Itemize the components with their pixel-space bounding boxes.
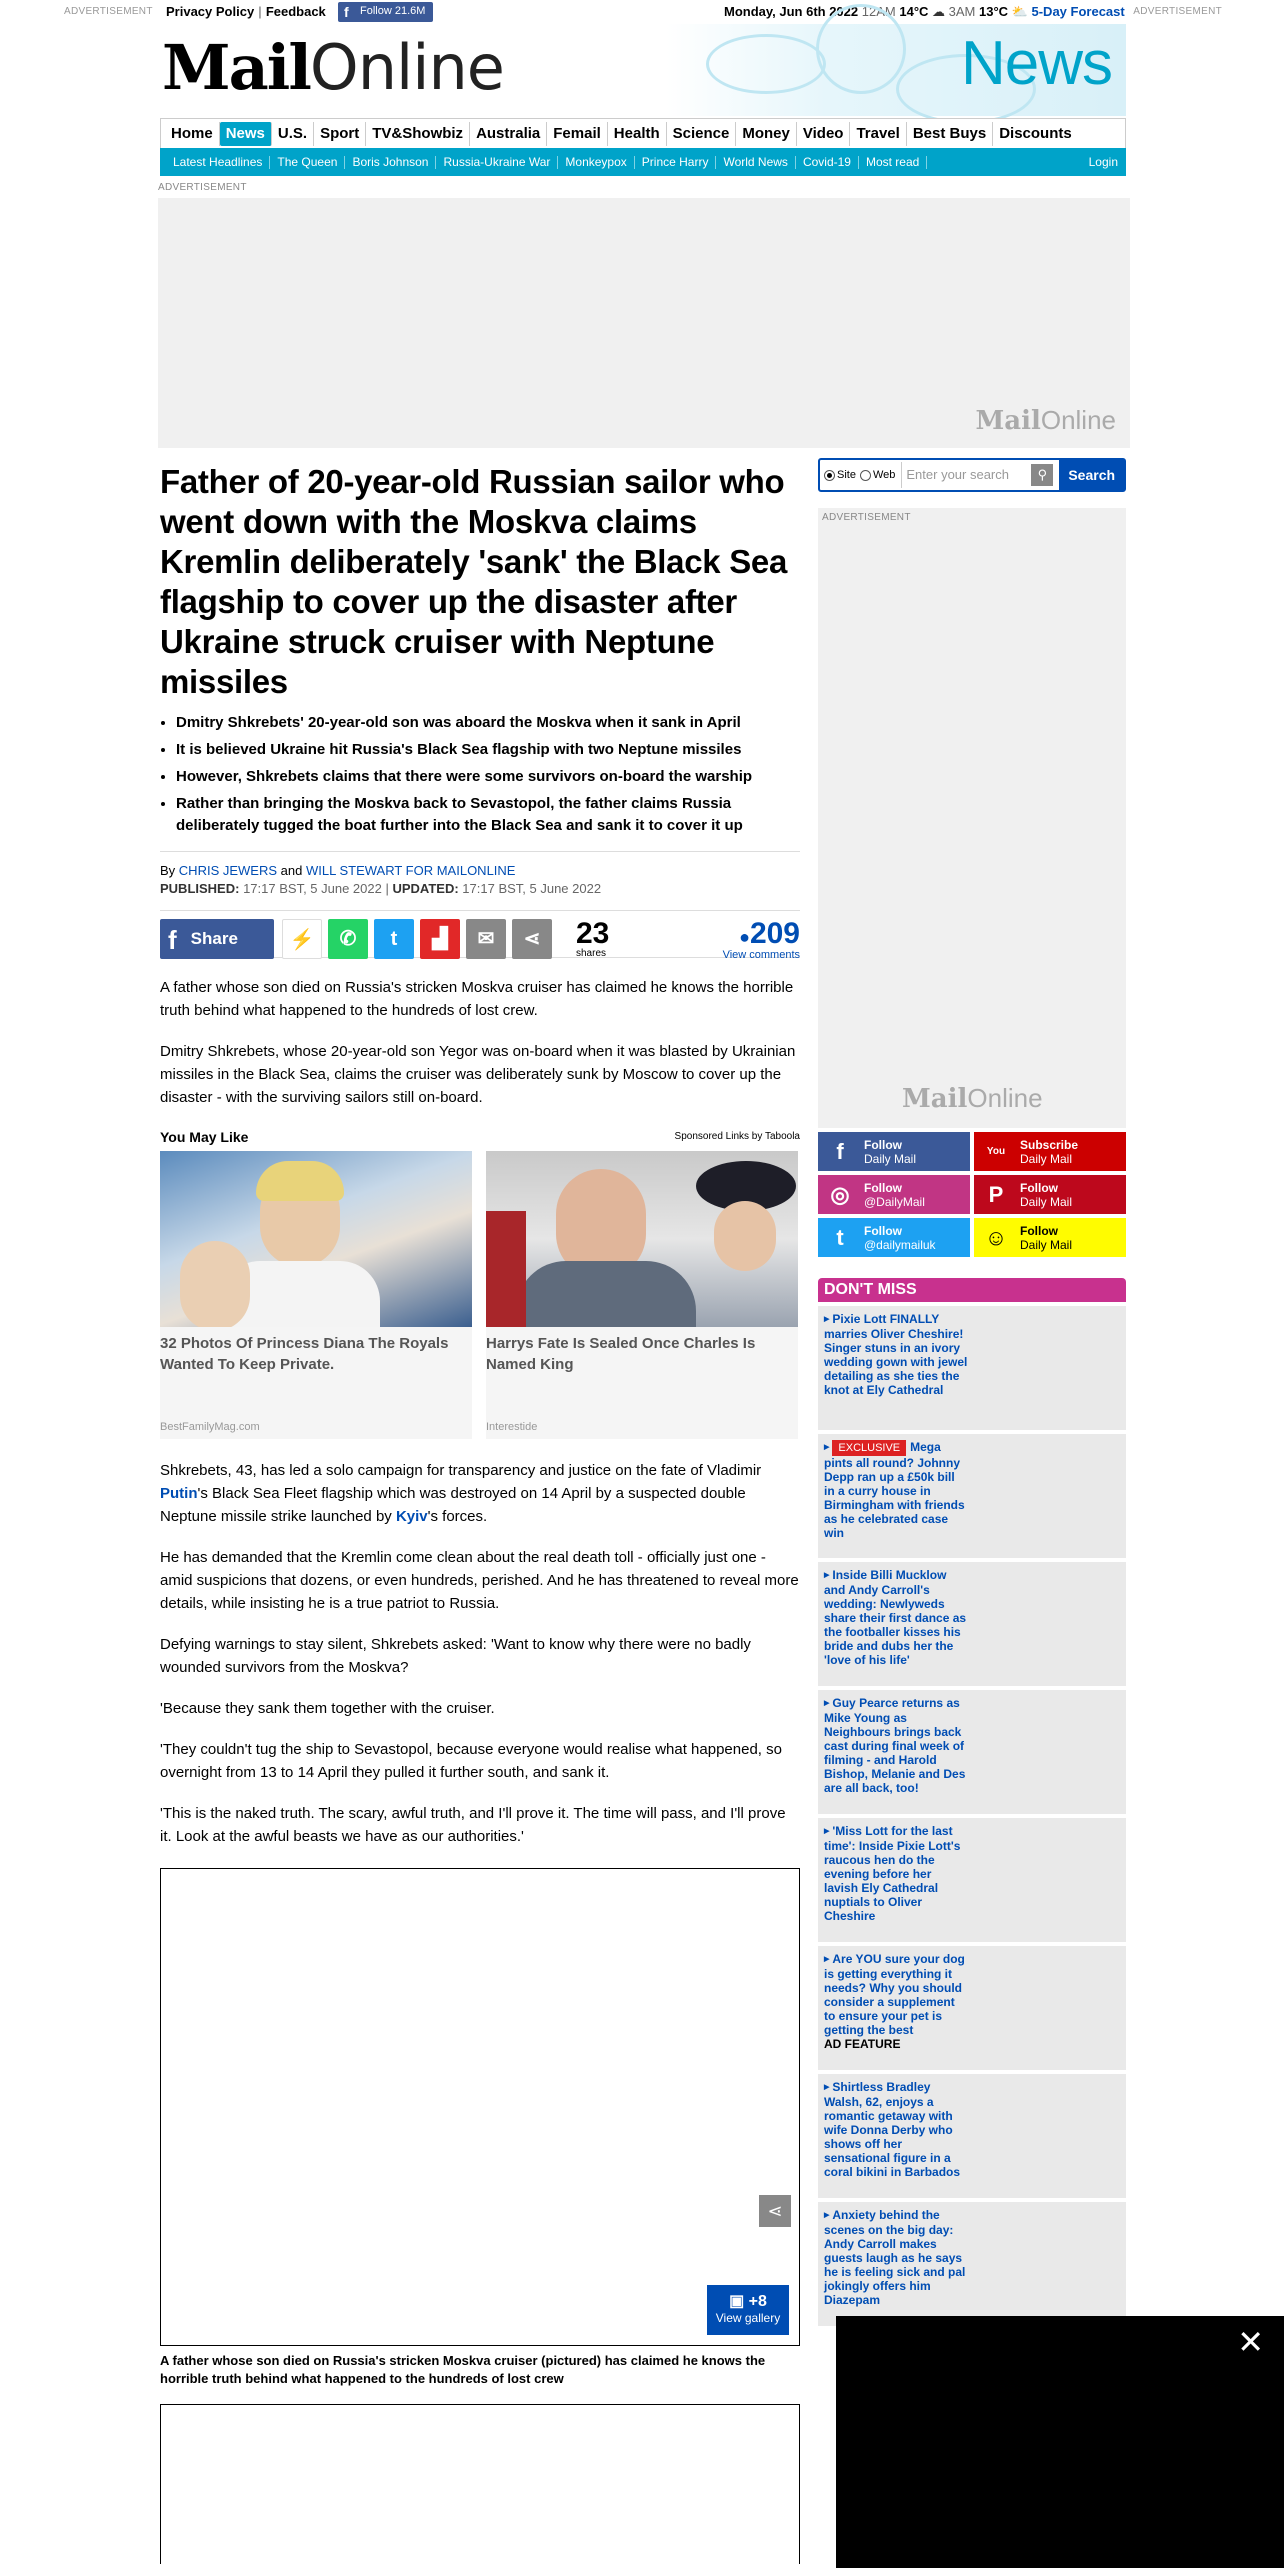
social-action: Subscribe xyxy=(1020,1138,1079,1152)
subnav-item-prince-harry[interactable]: Prince Harry xyxy=(635,156,717,169)
social-action: Follow xyxy=(864,1181,902,1195)
article-bullets xyxy=(160,712,800,837)
current-date: Monday, Jun 6th 2022 xyxy=(724,4,859,19)
byline: By CHRIS JEWERS and WILL STEWART FOR MAILONLINE PUBLISHED: 17:17 BST, 5 June 2022 | UPDATED: 17:17 BST, 5 June 2022 xyxy=(160,851,800,898)
dont-miss-item[interactable] xyxy=(818,1818,1126,1942)
logo-mail: Mail xyxy=(162,31,310,104)
social-follow-button[interactable] xyxy=(974,1175,1126,1214)
article-paragraph: 'They couldn't tug the ship to Sevastopol, because everyone would realise what happened, so overnight from 13 to 14 April they pulled it further south, and sank it. xyxy=(160,1741,782,1781)
facebook-share-button[interactable]: f Share xyxy=(160,919,274,959)
nav-item-news[interactable]: News xyxy=(220,122,272,146)
article-paragraph: 'This is the naked truth. The scary, awful truth, and I'll prove it. The time will pass, and I'll prove it. Look at the awful beasts we have as our authorities.' xyxy=(160,1805,786,1845)
social-icon: ◎ xyxy=(830,1182,850,1207)
sub-nav xyxy=(160,148,1126,176)
card-image xyxy=(160,1151,472,1327)
bullet-point: • However, Shkrebets claims that there were some survivors on-board the warship xyxy=(176,766,800,788)
sponsored-card[interactable] xyxy=(486,1151,798,1439)
logo-online: Online xyxy=(309,31,504,104)
flipboard-share-button[interactable] xyxy=(420,919,460,959)
subnav-item-covid-19[interactable]: Covid-19 xyxy=(796,156,859,169)
fb-follow-label: Follow xyxy=(360,5,392,17)
sponsored-card[interactable] xyxy=(160,1151,472,1439)
bullet-point: • It is believed Ukraine hit Russia's Black Sea flagship with two Neptune missiles xyxy=(176,739,800,761)
author-link[interactable]: CHRIS JEWERS xyxy=(178,863,278,878)
social-icon: P xyxy=(988,1182,1004,1207)
whatsapp-icon: ✆ xyxy=(339,928,357,950)
nav-item-science[interactable]: Science xyxy=(667,122,737,146)
nav-item-u-s-[interactable]: U.S. xyxy=(272,122,314,146)
dont-miss-headline: Are YOU sure your dog is getting everything it needs? Why you should consider a supplement to ensure your pet is getting the best xyxy=(824,1952,965,2037)
social-action: Follow xyxy=(864,1138,902,1152)
bullet-point: • Dmitry Shkrebets' 20-year-old son was aboard the Moskva when it sank in April xyxy=(176,712,800,734)
rail-ad[interactable] xyxy=(818,508,1126,1128)
masthead xyxy=(158,24,1126,116)
search-web-radio[interactable] xyxy=(860,470,871,481)
nav-item-travel[interactable]: Travel xyxy=(850,122,906,146)
dont-miss-headline: 'Miss Lott for the last time': Inside Pixie Lott's raucous hen do the evening before her lavish Ely Cathedral nuptials to Oliver Cheshire xyxy=(824,1824,961,1923)
advertisement-label: ADVERTISEMENT xyxy=(158,182,247,193)
messenger-share-button[interactable] xyxy=(282,919,322,959)
ad-placeholder-logo: MailOnline xyxy=(975,405,1116,436)
top-bar xyxy=(0,0,1284,24)
social-handle: Daily Mail xyxy=(864,1152,917,1166)
email-icon: ✉ xyxy=(477,928,495,950)
article-paragraph: Dmitry Shkrebets, whose 20-year-old son Yegor was on-board when it was blasted by Ukrainian missiles in the Black Sea, claims the cruiser was deliberately sunk by Moscow to cover up the disaster - with the surviving sailors still on-board. xyxy=(160,1043,796,1106)
dont-miss-headline: Mega pints all round? Johnny Depp ran up a £50k bill in a curry house in Birmingham with friends as he celebrated case win xyxy=(824,1440,965,1540)
search-input[interactable]: Enter your search xyxy=(901,462,1027,488)
article-image[interactable] xyxy=(160,2404,800,2564)
article-image[interactable] xyxy=(160,1868,800,2346)
main-nav xyxy=(160,118,1126,148)
search-button[interactable]: Search xyxy=(1059,460,1124,490)
article-paragraph: A father whose son died on Russia's stricken Moskva cruiser has claimed he knows the horrible truth behind what happened to the hundreds of lost crew. xyxy=(160,979,794,1019)
image-share-button[interactable] xyxy=(759,2195,791,2227)
search-box: Site Web Enter your search ⚲ Search xyxy=(818,458,1126,492)
social-icon: f xyxy=(836,1139,844,1164)
article-paragraph: 'Because they sank them together with the cruiser. xyxy=(160,1700,495,1717)
image-caption: A father whose son died on Russia's stricken Moskva cruiser (pictured) has claimed he knows the horrible truth behind what happened to the hundreds of lost crew xyxy=(160,2353,766,2386)
subnav-item-latest-headlines[interactable]: Latest Headlines xyxy=(166,156,270,169)
close-icon[interactable]: ✕ xyxy=(1237,2324,1264,2360)
dont-miss-item[interactable] xyxy=(818,1690,1126,1814)
sponsored-label[interactable]: Sponsored Links by Taboola xyxy=(674,1131,800,1142)
weather-temp-1: 14°C xyxy=(899,4,929,19)
weather-bar xyxy=(724,4,1125,20)
social-follow-button[interactable] xyxy=(818,1175,970,1214)
nav-item-health[interactable]: Health xyxy=(608,122,667,146)
bullet-point: • Rather than bringing the Moskva back to Sevastopol, the father claims Russia deliberately tugged the boat further into the Black Sea and sank it to cover it up xyxy=(176,793,800,837)
privacy-policy-link[interactable]: Privacy Policy xyxy=(166,4,255,19)
twitter-share-button[interactable] xyxy=(374,919,414,959)
dont-miss-headline: Guy Pearce returns as Mike Young as Neighbours brings back cast during final week of filming - and Harold Bishop, Melanie and Des are all back, too! xyxy=(824,1696,966,1795)
share-icon: ⋖ xyxy=(767,2201,783,2221)
author-link[interactable]: WILL STEWART FOR MAILONLINE xyxy=(305,863,516,878)
social-follow-button[interactable] xyxy=(818,1132,970,1171)
social-handle: Daily Mail xyxy=(1020,1195,1073,1209)
card-source: BestFamilyMag.com xyxy=(160,1421,260,1433)
dont-miss-item[interactable] xyxy=(818,2202,1126,2326)
view-gallery-button[interactable]: ▣ +8 View gallery xyxy=(707,2285,789,2335)
dont-miss-item[interactable] xyxy=(818,1562,1126,1686)
comment-icon: ● xyxy=(739,927,750,947)
masthead-decoration xyxy=(666,24,1126,116)
share-count: 23 shares xyxy=(576,917,610,959)
fb-follow-count: 21.6M xyxy=(394,5,426,17)
email-share-button[interactable] xyxy=(466,919,506,959)
dont-miss-item[interactable] xyxy=(818,1946,1126,2070)
article xyxy=(160,462,800,2564)
section-title[interactable]: News xyxy=(960,29,1112,98)
social-handle: @DailyMail xyxy=(864,1195,925,1209)
dont-miss-item[interactable] xyxy=(818,1434,1126,1558)
messenger-icon: ⚡ xyxy=(289,929,315,951)
social-action: Follow xyxy=(1020,1224,1058,1238)
search-site-radio[interactable] xyxy=(824,470,835,481)
nav-item-video[interactable]: Video xyxy=(797,122,851,146)
weather-time-2: 3AM xyxy=(948,4,976,19)
you-may-like-title: You May Like xyxy=(160,1129,249,1145)
ad-feature-label: AD FEATURE xyxy=(824,2036,901,2051)
ad-placeholder-logo: MailOnline xyxy=(902,1083,1043,1114)
subnav-item-most-read[interactable]: Most read xyxy=(859,156,927,169)
site-logo[interactable] xyxy=(162,30,504,107)
social-handle: Daily Mail xyxy=(1020,1238,1073,1252)
social-icon: t xyxy=(836,1225,844,1250)
subnav-item-world-news[interactable]: World News xyxy=(716,156,795,169)
nav-item-money[interactable]: Money xyxy=(736,122,797,146)
share-icon: ⋖ xyxy=(523,928,541,950)
floating-video-player[interactable] xyxy=(836,2316,1284,2568)
cloud-icon: ☁ xyxy=(932,4,946,19)
dont-miss-headline: Shirtless Bradley Walsh, 62, enjoys a romantic getaway with wife Donna Derby who shows off her sensational figure in a coral bikini in Barbados xyxy=(824,2080,961,2179)
dont-miss-headline: Inside Billi Mucklow and Andy Carroll's wedding: Newlyweds share their first dance as the footballer kisses his bride and dubs her the 'love of his life' xyxy=(824,1568,967,1667)
advertisement-label: ADVERTISEMENT xyxy=(64,6,153,17)
weather-temp-2: 13°C xyxy=(979,4,1009,19)
nav-item-best-buys[interactable]: Best Buys xyxy=(907,122,993,146)
subnav-item-the-queen[interactable]: The Queen xyxy=(270,156,345,169)
partly-cloudy-icon: ⛅ xyxy=(1011,4,1028,19)
social-follow xyxy=(818,1132,1126,1257)
dont-miss-title: DON'T MISS xyxy=(818,1278,1126,1302)
social-action: Follow xyxy=(1020,1181,1058,1195)
dont-miss-item[interactable] xyxy=(818,1306,1126,1430)
social-action: Follow xyxy=(864,1224,902,1238)
nav-item-tv-showbiz[interactable]: TV&Showbiz xyxy=(366,122,470,146)
article-paragraph: Shkrebets, 43, has led a solo campaign for transparency and justice on the fate of Vladimir Putin's Black Sea Fleet flagship which was destroyed on 14 April by a suspected double Neptune missile strike launched by Kyiv's forces. xyxy=(160,1462,762,1525)
social-follow-button[interactable] xyxy=(818,1218,970,1257)
nav-item-sport[interactable]: Sport xyxy=(314,122,366,146)
social-follow-button[interactable] xyxy=(974,1218,1126,1257)
subnav-item-monkeypox[interactable]: Monkeypox xyxy=(558,156,634,169)
nav-item-home[interactable]: Home xyxy=(165,122,220,146)
dont-miss-item[interactable] xyxy=(818,2074,1126,2198)
social-icon: ☺ xyxy=(984,1225,1008,1250)
nav-item-discounts[interactable]: Discounts xyxy=(999,124,1072,142)
subnav-item-russia-ukraine-war[interactable]: Russia-Ukraine War xyxy=(436,156,558,169)
login-link[interactable]: Login xyxy=(1088,155,1118,169)
share-bar xyxy=(160,910,800,961)
subnav-item-boris-johnson[interactable]: Boris Johnson xyxy=(345,156,436,169)
top-ad-banner[interactable] xyxy=(158,198,1130,448)
camera-icon: ▣ xyxy=(729,2293,745,2310)
twitter-icon: t xyxy=(390,928,398,950)
whatsapp-share-button[interactable] xyxy=(328,919,368,959)
you-may-like xyxy=(160,1129,800,1447)
facebook-follow-button[interactable] xyxy=(338,2,433,22)
social-follow-button[interactable] xyxy=(974,1132,1126,1171)
card-title: 32 Photos Of Princess Diana The Royals Wanted To Keep Private. xyxy=(160,1335,449,1373)
dont-miss-headline: Anxiety behind the scenes on the big day: Andy Carroll makes guests laugh as he says he is feeling sick and pal jokingly offers him Diazepam xyxy=(824,2208,966,2307)
publish-info: PUBLISHED: 17:17 BST, 5 June 2022 | UPDATED: 17:17 BST, 5 June 2022 xyxy=(160,881,602,896)
dont-miss xyxy=(818,1278,1126,2326)
topic-link[interactable]: Putin xyxy=(160,1485,198,1502)
topic-link[interactable]: Kyiv xyxy=(395,1508,428,1525)
more-share-button[interactable] xyxy=(512,919,552,959)
social-handle: @dailymailuk xyxy=(864,1238,936,1252)
dont-miss-headline: Pixie Lott FINALLY marries Oliver Cheshire! Singer stuns in an ivory wedding gown with jewel detailing as she ties the knot at Ely Cathedral xyxy=(824,1312,968,1397)
card-image xyxy=(486,1151,798,1327)
advertisement-label: ADVERTISEMENT xyxy=(1133,6,1222,17)
facebook-icon: f xyxy=(344,4,349,20)
article-headline: Father of 20-year-old Russian sailor who went down with the Moskva claims Kremlin deliberately 'sank' the Black Sea flagship to cover up the disaster after Ukraine struck cruiser with Neptune missiles xyxy=(160,463,788,700)
card-title: Harrys Fate Is Sealed Once Charles Is Named King xyxy=(486,1335,756,1373)
card-source: Interestide xyxy=(486,1421,538,1433)
forecast-link[interactable]: 5-Day Forecast xyxy=(1031,4,1125,19)
top-links: Privacy Policy | Feedback xyxy=(166,4,326,19)
search-icon[interactable]: ⚲ xyxy=(1031,464,1053,486)
nav-item-australia[interactable]: Australia xyxy=(470,122,547,146)
weather-time-1: 12AM xyxy=(861,4,896,19)
nav-item-femail[interactable]: Femail xyxy=(547,122,608,146)
advertisement-label: ADVERTISEMENT xyxy=(822,512,911,523)
article-paragraph: Defying warnings to stay silent, Shkrebets asked: 'Want to know why there were no badly wounded survivors from the Moskva? xyxy=(160,1636,751,1676)
comments-link[interactable]: ●209 View comments xyxy=(722,917,800,961)
social-icon: You xyxy=(986,1146,1006,1157)
flipboard-icon: ▟ xyxy=(432,928,448,950)
exclusive-badge: EXCLUSIVE xyxy=(832,1440,906,1456)
social-handle: Daily Mail xyxy=(1020,1152,1073,1166)
feedback-link[interactable]: Feedback xyxy=(265,4,326,19)
article-paragraph: He has demanded that the Kremlin come clean about the real death toll - officially just one - amid suspicions that dozens, or even hundreds, perished. And he has threatened to reveal more details, while insisting he is a true patriot to Russia. xyxy=(160,1549,799,1612)
facebook-icon: f xyxy=(168,924,177,955)
